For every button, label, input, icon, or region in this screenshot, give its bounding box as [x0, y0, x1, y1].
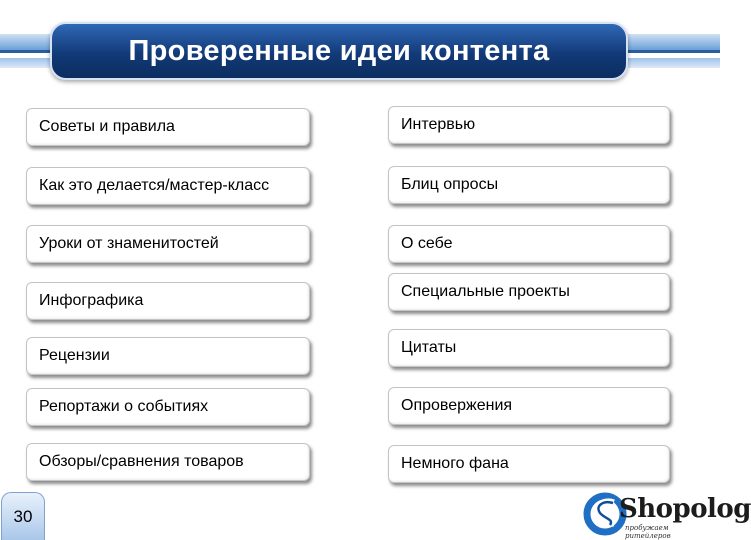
idea-card-reviews: Рецензии [26, 337, 310, 375]
page-title: Проверенные идеи контента [128, 34, 550, 67]
title-banner [50, 22, 628, 80]
idea-card-event-reports: Репортажи о событиях [26, 388, 310, 426]
idea-card-interview: Интервью [388, 106, 670, 144]
idea-card-about-us: О себе [388, 225, 670, 263]
idea-card-how-to: Как это делается/мастер-класс [26, 167, 310, 205]
idea-card-celebrity-lessons: Уроки от знаменитостей [26, 225, 310, 263]
idea-card-product-reviews: Обзоры/сравнения товаров [26, 443, 310, 481]
logo-wordmark: Shopolog [619, 494, 751, 524]
slide-number: 30 [1, 492, 45, 540]
idea-card-refutations: Опровержения [388, 387, 670, 425]
logo-tagline: пробужаем ритейлеров [625, 524, 671, 540]
idea-card-quotes: Цитаты [388, 329, 670, 367]
idea-card-tips: Советы и правила [26, 108, 310, 146]
idea-card-fun: Немного фана [388, 445, 670, 483]
idea-card-special-projects: Специальные проекты [388, 273, 670, 311]
idea-card-infographics: Инфографика [26, 282, 310, 320]
shopolog-logo [585, 490, 751, 540]
idea-card-quick-polls: Блиц опросы [388, 166, 670, 204]
